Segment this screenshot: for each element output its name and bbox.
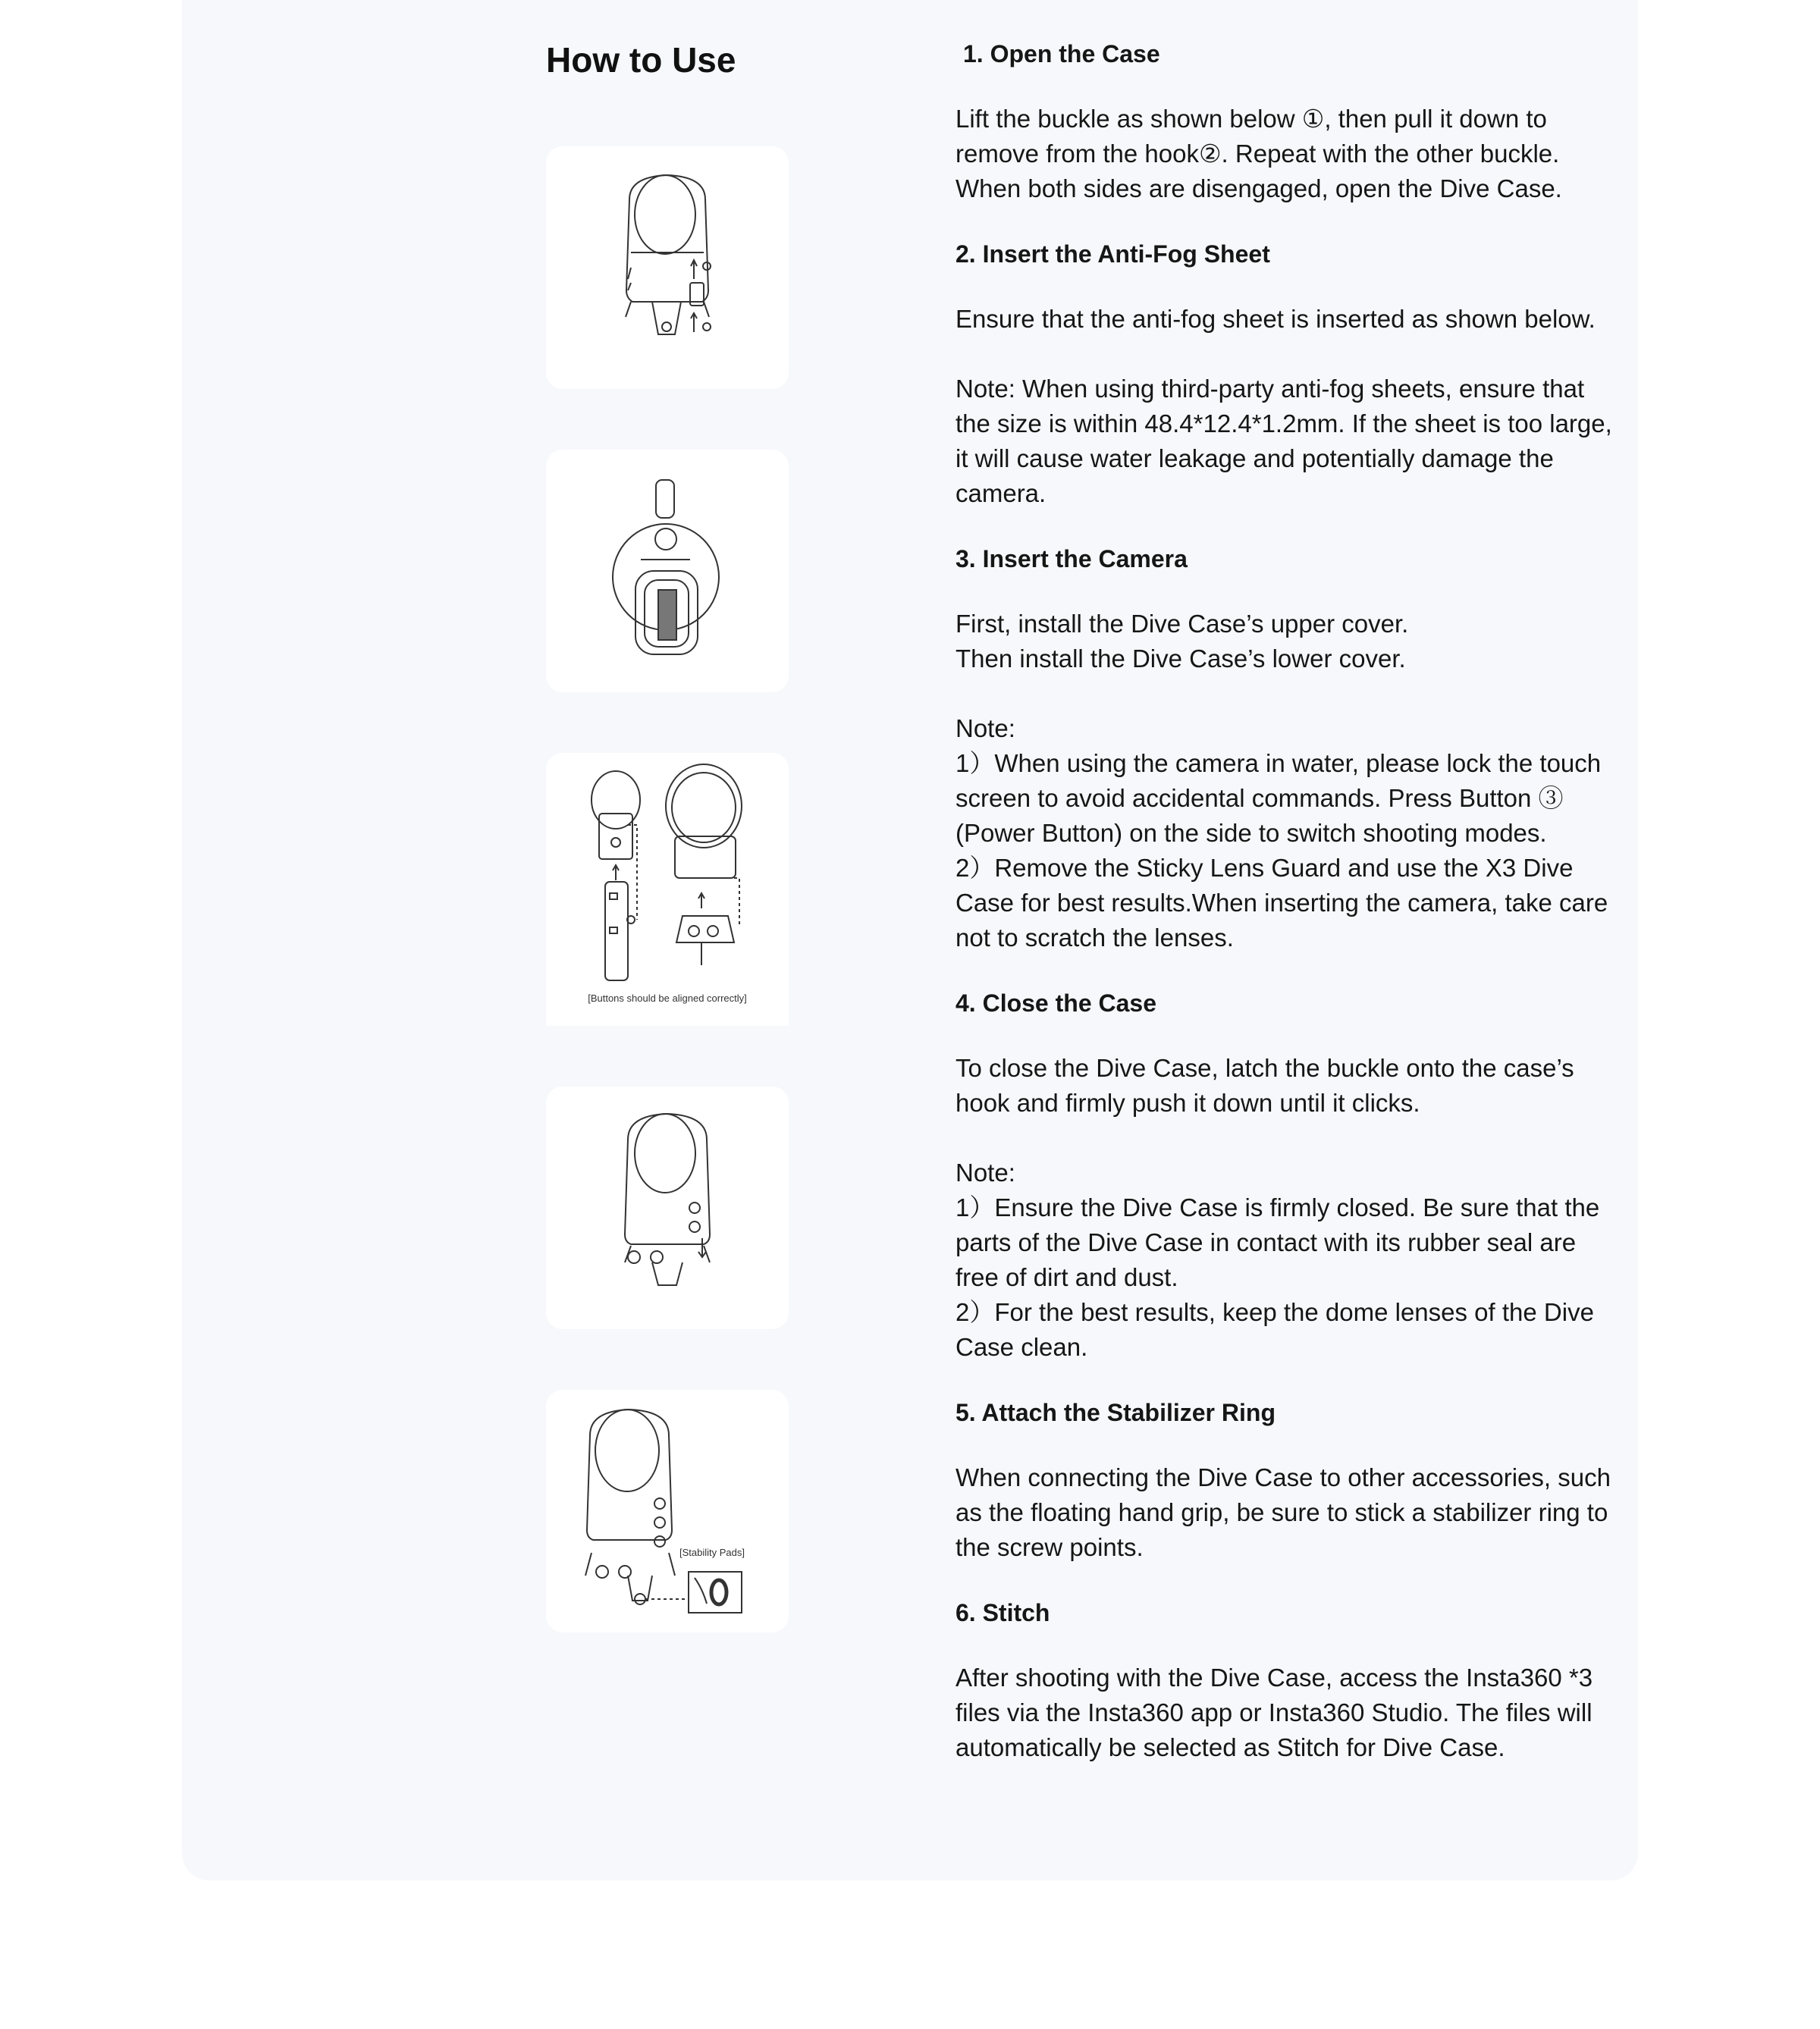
step-3-note-label: Note: bbox=[956, 714, 1015, 742]
insert-camera-illustration bbox=[546, 753, 789, 1026]
step-2-title: 2. Insert the Anti-Fog Sheet bbox=[956, 240, 1270, 268]
step-3-note-2: 2）Remove the Sticky Lens Guard and use the X3 Dive Case for best results.When inserting the camera, take care not to scratch the lenses. bbox=[956, 854, 1608, 952]
step-5-text: When connecting the Dive Case to other accessories, such as the floating hand grip, be sure to stick a stabilizer ring to the screw points. bbox=[956, 1463, 1611, 1561]
step-4-note-2: 2）For the best results, keep the dome lenses of the Dive Case clean. bbox=[956, 1298, 1594, 1361]
caption-buttons-aligned: [Buttons should be aligned correctly] bbox=[588, 993, 747, 1004]
step-6-title: 6. Stitch bbox=[956, 1599, 1050, 1626]
illustration-anti-fog-sheet bbox=[546, 450, 789, 692]
caption-stability-pads: [Stability Pads] bbox=[679, 1547, 745, 1558]
step-4-text: To close the Dive Case, latch the buckle onto the case’s hook and firmly push it down until it clicks. bbox=[956, 1054, 1574, 1117]
step-4-title: 4. Close the Case bbox=[956, 989, 1156, 1017]
illustration-stabilizer-ring bbox=[546, 1390, 789, 1632]
dive-case-buckle-illustration bbox=[546, 146, 789, 389]
step-3-title: 3. Insert the Camera bbox=[956, 545, 1188, 572]
step-3-note-1: 1）When using the camera in water, please lock the touch screen to avoid accidental commands. Press Button ③ (Power Button) on the side to switch shooting modes. bbox=[956, 749, 1602, 847]
step-6-text: After shooting with the Dive Case, access the Insta360 *3 files via the Insta360 app or Insta360 Studio. The files will automatically be selected as Stitch for Dive Case. bbox=[956, 1664, 1593, 1761]
step-2-text: Ensure that the anti-fog sheet is inserted as shown below. bbox=[956, 305, 1596, 333]
illustration-open-case bbox=[546, 146, 789, 389]
section-title: How to Use bbox=[546, 40, 736, 80]
illustration-insert-camera bbox=[546, 753, 789, 1026]
step-1-text: Lift the buckle as shown below ①, then pull it down to remove from the hook②. Repeat with the other buckle. When both sides are disengaged, open the Dive Case. bbox=[956, 105, 1562, 202]
step-2-note: Note: When using third-party anti-fog sheets, ensure that the size is within 48.4*12.4*1.2mm. If the sheet is too large, it will cause water leakage and potentially damage the camera. bbox=[956, 375, 1612, 507]
step-3-text-2: Then install the Dive Case’s lower cover. bbox=[956, 644, 1406, 673]
step-4-note-label: Note: bbox=[956, 1159, 1015, 1187]
stabilizer-ring-illustration bbox=[546, 1390, 789, 1632]
how-to-use-card bbox=[182, 0, 1638, 1880]
step-5-title: 5. Attach the Stabilizer Ring bbox=[956, 1399, 1276, 1426]
anti-fog-sheet-illustration bbox=[546, 450, 789, 692]
illustration-close-case bbox=[546, 1087, 789, 1329]
step-4-note-1: 1）Ensure the Dive Case is firmly closed. Be sure that the parts of the Dive Case in contact with its rubber seal are free of dirt and dust. bbox=[956, 1193, 1600, 1291]
step-1-title: 1. Open the Case bbox=[963, 40, 1160, 67]
close-case-illustration bbox=[546, 1087, 789, 1329]
step-3-text-1: First, install the Dive Case’s upper cover. bbox=[956, 610, 1409, 638]
instructions bbox=[956, 36, 1623, 1765]
